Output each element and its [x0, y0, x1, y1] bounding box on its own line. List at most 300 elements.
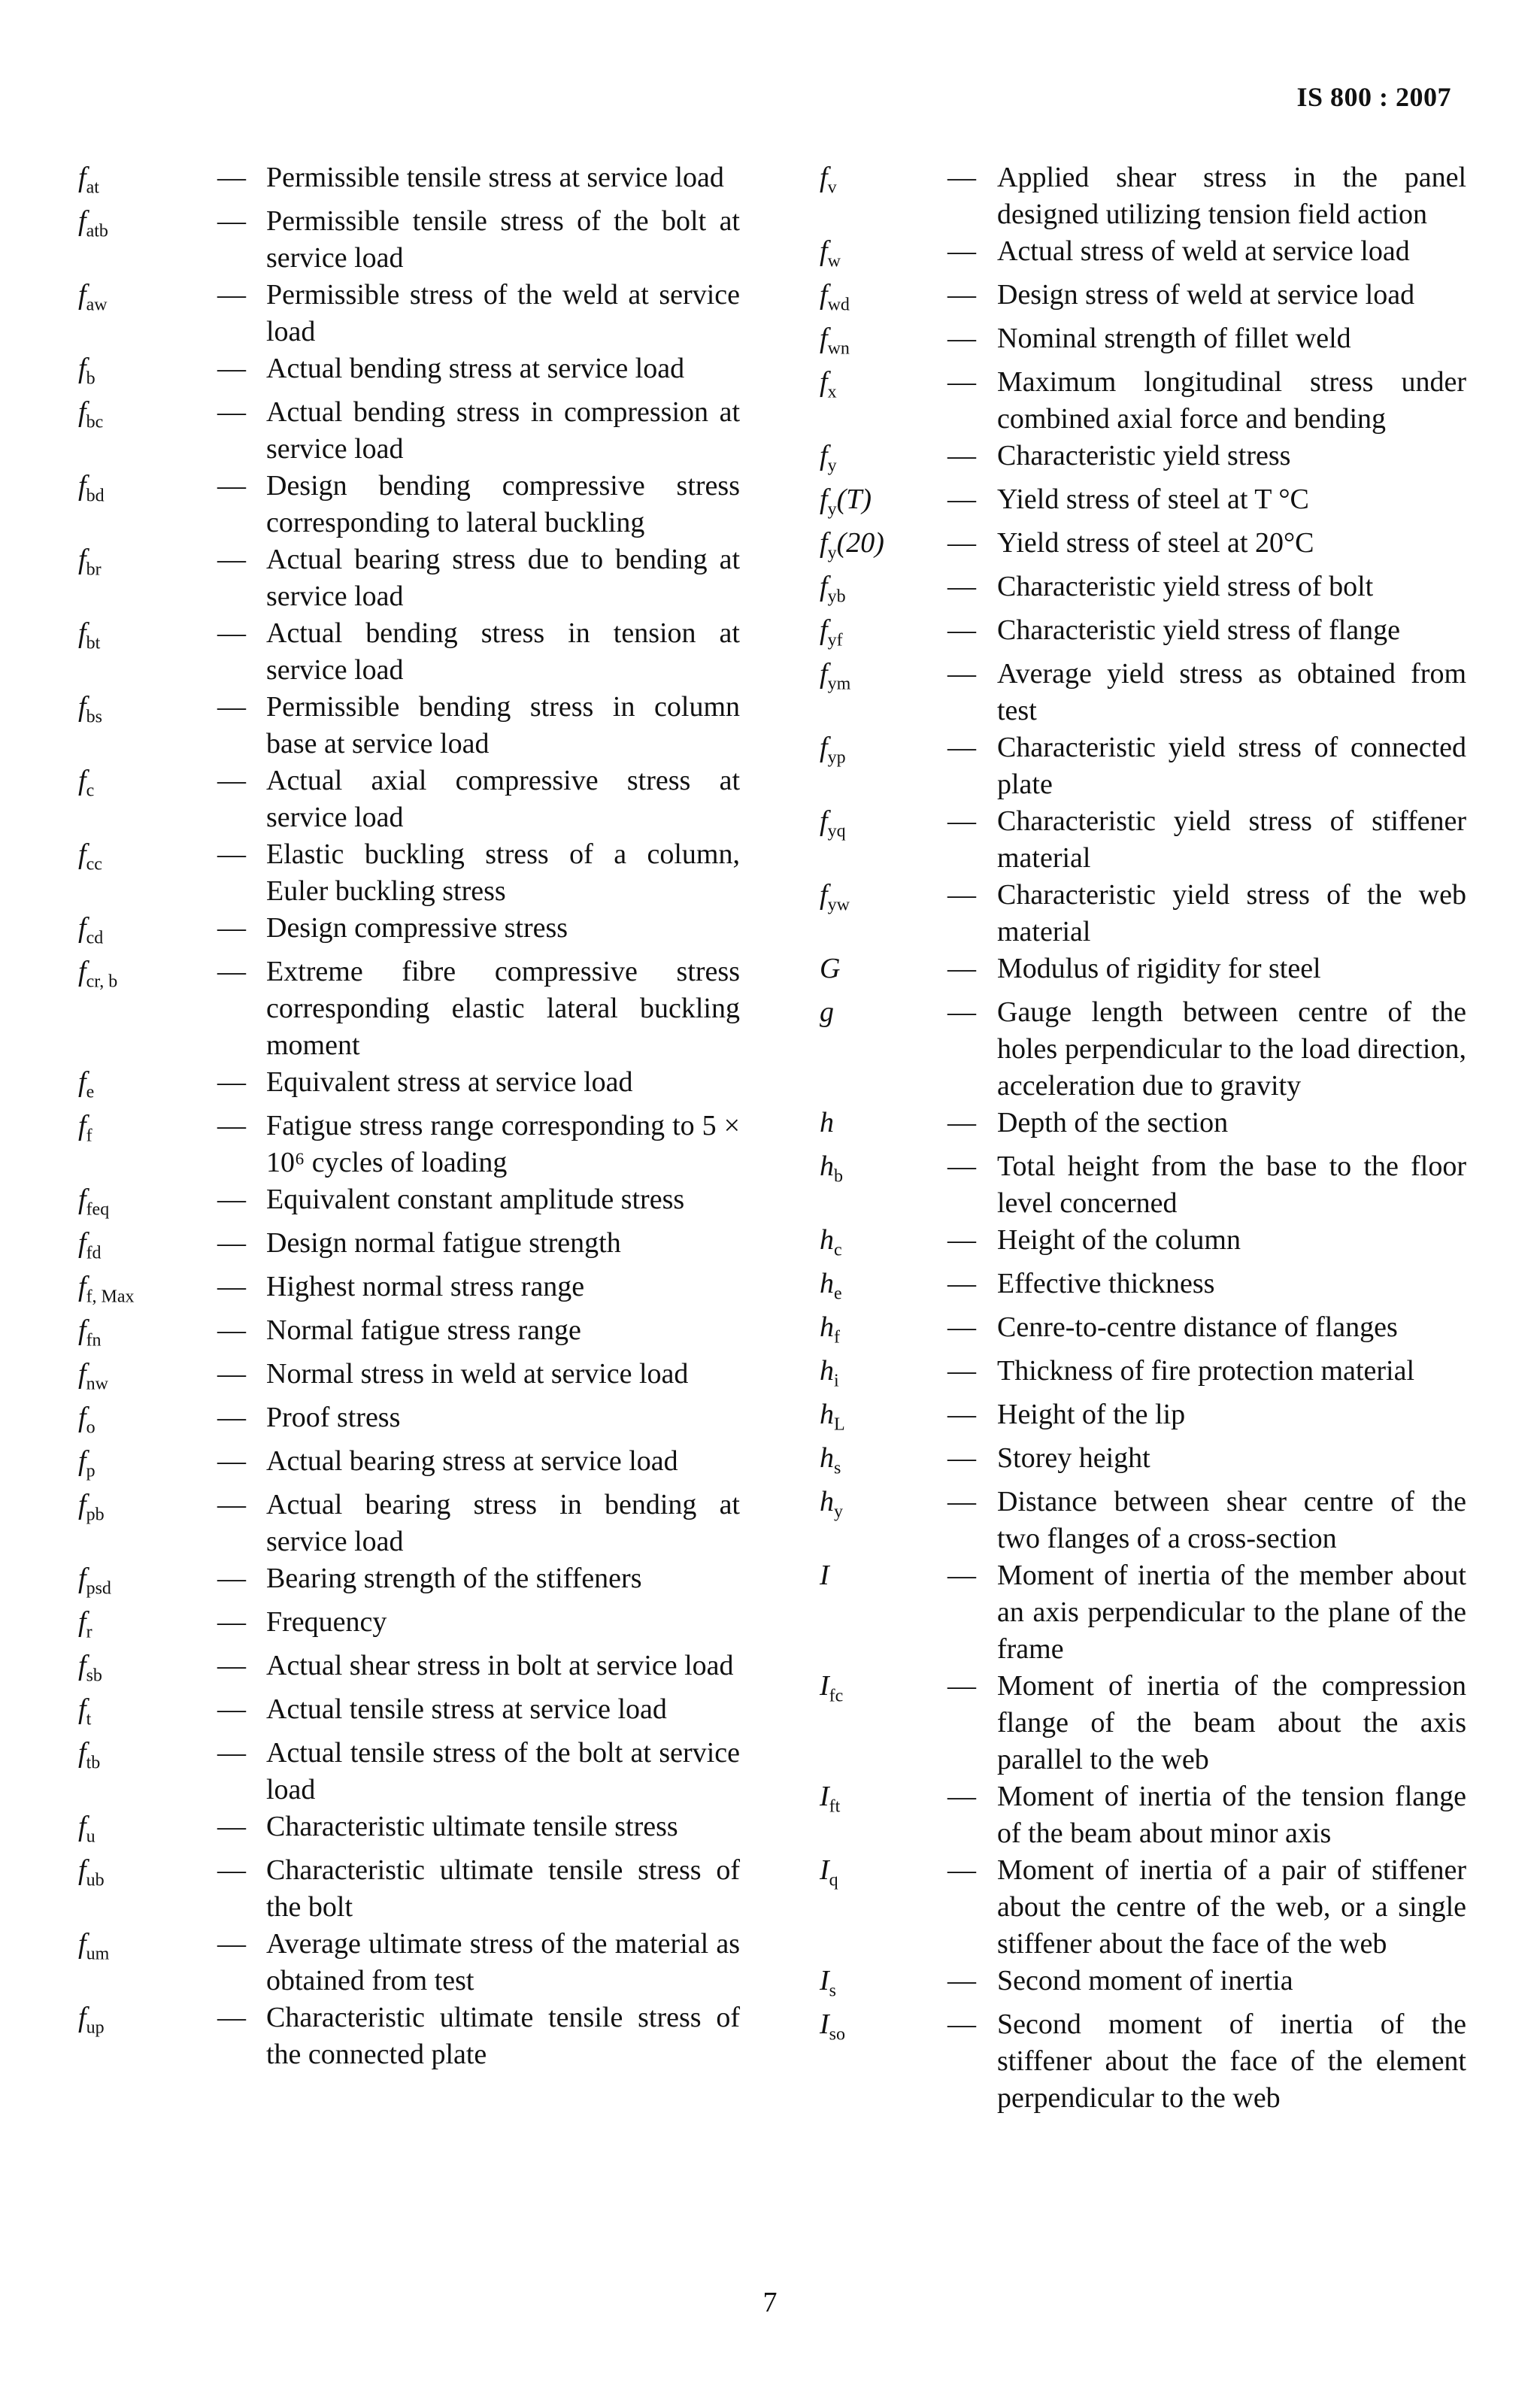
symbol-entry	[78, 277, 740, 350]
em-dash-separator: —	[217, 1563, 246, 1594]
symbol-entry	[78, 350, 740, 394]
symbol-description: Elastic buckling stress of a column, Euler buckling stress	[266, 838, 740, 907]
em-dash-separator: —	[217, 1693, 246, 1725]
em-dash-separator: —	[217, 1314, 246, 1346]
symbol-description: Effective thickness	[997, 1268, 1215, 1299]
symbol-base: f	[78, 470, 86, 502]
symbol-base: g	[820, 996, 834, 1028]
symbol-suffix: (T)	[836, 484, 872, 515]
symbol-entry	[820, 1396, 1466, 1440]
symbol-base: I	[820, 1560, 829, 1591]
symbol	[78, 953, 117, 1000]
symbol-subscript: s	[829, 1981, 836, 2001]
em-dash-separator: —	[947, 323, 976, 354]
symbol	[78, 1926, 109, 1972]
symbol-subscript: y	[834, 1502, 843, 1522]
symbol-description: Proof stress	[266, 1402, 401, 1433]
symbol-description: Equivalent constant amplitude stress	[266, 1184, 685, 1215]
symbol-base: h	[820, 1224, 834, 1256]
symbol-subscript: so	[829, 2024, 845, 2045]
symbol-description: Maximum longitudinal stress under combined axial force and bending	[997, 366, 1466, 435]
symbol-description: Actual shear stress in bolt at service load	[266, 1650, 734, 1681]
em-dash-separator: —	[217, 691, 246, 723]
symbol-entry	[820, 729, 1466, 803]
em-dash-separator: —	[947, 996, 976, 1028]
symbol	[78, 1735, 100, 1781]
symbol	[78, 1604, 92, 1651]
symbol-description: Characteristic yield stress of connected plate	[997, 732, 1466, 800]
symbol-entry	[820, 1557, 1466, 1668]
symbol	[78, 689, 102, 735]
em-dash-separator: —	[947, 235, 976, 267]
em-dash-separator: —	[947, 279, 976, 311]
symbol-entry	[78, 1560, 740, 1604]
symbol-entry	[78, 1064, 740, 1108]
em-dash-separator: —	[947, 614, 976, 646]
symbol-entry	[78, 689, 740, 762]
symbol-base: f	[820, 571, 828, 602]
symbol-subscript: cc	[86, 854, 102, 875]
symbol-entry	[78, 1808, 740, 1852]
symbol	[820, 803, 846, 850]
symbol	[78, 1691, 91, 1738]
em-dash-separator: —	[217, 617, 246, 649]
symbol-base: f	[78, 1650, 86, 1681]
em-dash-separator: —	[217, 1066, 246, 1098]
symbol-description: Actual bearing stress in bending at service load	[266, 1489, 740, 1557]
symbol-subscript: at	[86, 177, 99, 198]
symbol-entry	[820, 994, 1466, 1105]
symbol-description: Yield stress of steel at T °C	[997, 484, 1309, 515]
symbol-base: f	[78, 617, 86, 649]
symbol-base: f	[78, 205, 86, 237]
symbol-entry	[820, 1484, 1466, 1557]
symbol	[78, 836, 102, 883]
symbol	[820, 1484, 843, 1530]
symbol-base: f	[78, 1693, 86, 1725]
symbol-base: f	[820, 614, 828, 646]
symbol	[78, 762, 94, 809]
symbol-base: f	[78, 1402, 86, 1433]
symbol-base: f	[78, 1489, 86, 1520]
symbol-description: Second moment of inertia	[997, 1965, 1293, 1996]
em-dash-separator: —	[947, 1486, 976, 1517]
symbol-description: Moment of inertia of the member about an axis perpendicular to the plane of the frame	[997, 1560, 1466, 1665]
symbol-base: f	[820, 484, 828, 515]
symbol-entry	[820, 1105, 1466, 1148]
symbol-subscript: pb	[86, 1505, 105, 1525]
symbol-subscript: cr, b	[86, 972, 118, 992]
symbol-description: Permissible stress of the weld at service load	[266, 279, 740, 347]
symbol-base: f	[78, 956, 86, 987]
symbol-entry	[820, 525, 1466, 568]
symbol-subscript: fd	[86, 1243, 102, 1263]
symbol-entry	[820, 1222, 1466, 1266]
symbol-subscript: yq	[827, 821, 846, 841]
symbol-subscript: y	[827, 456, 837, 476]
page-number: 7	[762, 2287, 778, 2318]
symbol	[820, 233, 841, 280]
left-symbol-column	[78, 159, 740, 2073]
symbol-description: Permissible bending stress in column base at service load	[266, 691, 740, 759]
em-dash-separator: —	[947, 1224, 976, 1256]
symbol-base: h	[820, 1107, 834, 1138]
symbol-subscript: atb	[86, 221, 108, 241]
symbol-subscript: bd	[86, 486, 105, 506]
symbol-entry	[78, 910, 740, 953]
symbol-entry	[820, 1668, 1466, 1778]
symbol-description: Actual tensile stress at service load	[266, 1693, 667, 1725]
symbol	[820, 1353, 839, 1399]
symbol-description: Permissible tensile stress at service load	[266, 162, 724, 193]
symbol-description: Frequency	[266, 1606, 387, 1638]
symbol-description: Moment of inertia of the compression flange of the beam about the axis parallel to the web	[997, 1670, 1466, 1775]
em-dash-separator: —	[217, 838, 246, 870]
symbol-description: Nominal strength of fillet weld	[997, 323, 1351, 354]
symbol-base: f	[820, 440, 828, 471]
symbol-description: Bearing strength of the stiffeners	[266, 1563, 642, 1594]
symbol-subscript: up	[86, 2018, 105, 2038]
symbol	[820, 950, 840, 987]
symbol-suffix: (20)	[836, 527, 884, 559]
symbol-base: h	[820, 1442, 834, 1474]
symbol	[78, 1852, 105, 1899]
symbol-base: f	[820, 162, 828, 193]
symbol-base: h	[820, 1151, 834, 1182]
symbol	[78, 1443, 95, 1490]
symbol	[820, 729, 846, 776]
symbol	[820, 159, 837, 206]
symbol	[78, 394, 103, 441]
symbol-entry	[820, 320, 1466, 364]
symbol	[78, 1808, 95, 1855]
symbol-subscript: bt	[86, 633, 101, 653]
symbol-subscript: u	[86, 1827, 95, 1847]
symbol-subscript: wd	[827, 295, 850, 315]
symbol	[78, 1312, 102, 1359]
symbol-base: h	[820, 1355, 834, 1387]
symbol	[820, 2006, 845, 2053]
symbol-base: I	[820, 1854, 829, 1886]
symbol-subscript: c	[86, 781, 95, 801]
symbol-subscript: c	[834, 1240, 842, 1260]
symbol-base: f	[820, 879, 828, 911]
em-dash-separator: —	[947, 366, 976, 398]
em-dash-separator: —	[947, 1670, 976, 1702]
symbol	[78, 203, 108, 250]
symbol-description: Normal stress in weld at service load	[266, 1358, 689, 1390]
symbol-description: Actual bearing stress due to bending at service load	[266, 544, 740, 612]
symbol-base: f	[820, 366, 828, 398]
em-dash-separator: —	[947, 527, 976, 559]
symbol-entry	[820, 1148, 1466, 1222]
em-dash-separator: —	[217, 1227, 246, 1259]
symbol-description: Applied shear stress in the panel designed utilizing tension field action	[997, 162, 1466, 230]
em-dash-separator: —	[947, 732, 976, 763]
em-dash-separator: —	[947, 1151, 976, 1182]
symbol-base: f	[78, 1563, 86, 1594]
symbol-base: f	[78, 1184, 86, 1215]
symbol-description: Design normal fatigue strength	[266, 1227, 621, 1259]
em-dash-separator: —	[947, 1854, 976, 1886]
symbol-base: f	[820, 805, 828, 837]
symbol	[820, 525, 884, 571]
symbol-base: f	[78, 912, 86, 944]
symbol-description: Highest normal stress range	[266, 1271, 585, 1302]
symbol-subscript: f, Max	[86, 1287, 135, 1307]
symbol-entry	[820, 1963, 1466, 2006]
symbol-base: f	[78, 162, 86, 193]
symbol	[820, 1105, 834, 1141]
symbol-entry	[820, 1353, 1466, 1396]
symbol	[78, 1108, 92, 1154]
symbol-base: f	[78, 2002, 86, 2033]
symbol-subscript: o	[86, 1417, 95, 1438]
symbol-entry	[78, 394, 740, 468]
symbol	[78, 1648, 102, 1694]
symbol-entry	[820, 1266, 1466, 1309]
em-dash-separator: —	[947, 571, 976, 602]
symbol-entry	[820, 1778, 1466, 1852]
symbol-subscript: fn	[86, 1330, 102, 1351]
em-dash-separator: —	[947, 879, 976, 911]
symbol-subscript: wn	[827, 338, 850, 359]
symbol-base: f	[78, 1445, 86, 1477]
symbol-description: Characteristic ultimate tensile stress of the connected plate	[266, 2002, 740, 2070]
symbol-subscript: s	[834, 1458, 841, 1478]
symbol-subscript: yf	[827, 630, 843, 650]
symbol	[78, 277, 108, 323]
symbol	[820, 1668, 843, 1714]
em-dash-separator: —	[217, 1650, 246, 1681]
symbol-entry	[78, 1604, 740, 1648]
symbol-description: Height of the lip	[997, 1399, 1186, 1430]
symbol-subscript: tb	[86, 1753, 101, 1773]
symbol-description: Depth of the section	[997, 1107, 1229, 1138]
symbol-subscript: y	[827, 499, 837, 520]
symbol-entry	[78, 203, 740, 277]
em-dash-separator: —	[217, 279, 246, 311]
symbol-base: h	[820, 1311, 834, 1343]
em-dash-separator: —	[947, 658, 976, 690]
symbol	[820, 1148, 843, 1195]
em-dash-separator: —	[217, 1606, 246, 1638]
symbol-entry	[820, 2006, 1466, 2117]
symbol-base: f	[78, 1928, 86, 1960]
em-dash-separator: —	[947, 1399, 976, 1430]
symbol-subscript: yw	[827, 895, 850, 915]
em-dash-separator: —	[217, 1737, 246, 1769]
symbol-base: h	[820, 1268, 834, 1299]
symbol-base: f	[78, 1227, 86, 1259]
symbol-description: Characteristic yield stress of the web material	[997, 879, 1466, 947]
symbol-subscript: e	[834, 1284, 842, 1304]
symbol-entry	[78, 1852, 740, 1926]
em-dash-separator: —	[217, 2002, 246, 2033]
symbol-base: f	[820, 527, 828, 559]
symbol-entry	[78, 953, 740, 1064]
symbol-description: Design compressive stress	[266, 912, 568, 944]
em-dash-separator: —	[947, 1965, 976, 1996]
symbol-description: Characteristic ultimate tensile stress of the bolt	[266, 1854, 740, 1923]
symbol-description: Actual bearing stress at service load	[266, 1445, 678, 1477]
em-dash-separator: —	[217, 396, 246, 428]
symbol-subscript: aw	[86, 295, 108, 315]
symbol-base: f	[78, 691, 86, 723]
symbol-entry	[78, 1399, 740, 1443]
symbol-subscript: ft	[829, 1796, 841, 1817]
symbol-entry	[820, 1309, 1466, 1353]
symbol-subscript: cd	[86, 928, 104, 948]
symbol-description: Cenre-to-centre distance of flanges	[997, 1311, 1398, 1343]
symbol	[78, 1487, 105, 1533]
symbol	[820, 612, 843, 659]
symbol-subscript: x	[827, 382, 837, 402]
symbol	[78, 1399, 95, 1446]
symbol-description: Actual axial compressive stress at service load	[266, 765, 740, 833]
symbol-subscript: y	[827, 543, 837, 563]
symbol	[78, 1064, 94, 1111]
symbol-entry	[820, 438, 1466, 481]
em-dash-separator: —	[947, 1442, 976, 1474]
symbol	[820, 568, 846, 615]
symbol-subscript: i	[834, 1371, 839, 1391]
em-dash-separator: —	[947, 1107, 976, 1138]
symbol-entry	[78, 1691, 740, 1735]
symbol-entry	[78, 836, 740, 910]
em-dash-separator: —	[947, 162, 976, 193]
em-dash-separator: —	[217, 1928, 246, 1960]
symbol-description: Characteristic ultimate tensile stress	[266, 1811, 678, 1842]
symbol-subscript: e	[86, 1082, 95, 1102]
symbol-description: Total height from the base to the floor level concerned	[997, 1151, 1466, 1219]
symbol-entry	[78, 1269, 740, 1312]
em-dash-separator: —	[217, 912, 246, 944]
symbol-description: Average ultimate stress of the material as obtained from test	[266, 1928, 740, 1996]
symbol	[820, 877, 850, 923]
em-dash-separator: —	[217, 353, 246, 384]
symbol	[820, 1778, 840, 1825]
symbol-base: f	[78, 1606, 86, 1638]
symbol-entry	[78, 615, 740, 689]
symbol-entry	[820, 481, 1466, 525]
right-symbol-column	[820, 159, 1466, 2117]
symbol	[78, 350, 95, 397]
symbol-entry	[78, 468, 740, 541]
symbol-base: f	[78, 1314, 86, 1346]
symbol-subscript: b	[834, 1166, 843, 1187]
symbol	[78, 468, 105, 514]
symbol-description: Height of the column	[997, 1224, 1241, 1256]
symbol-subscript: psd	[86, 1578, 111, 1599]
symbol-subscript: ym	[827, 674, 851, 694]
symbol-description: Storey height	[997, 1442, 1150, 1474]
symbol-base: f	[78, 1358, 86, 1390]
symbol-description: Design bending compressive stress corresponding to lateral buckling	[266, 470, 740, 538]
symbol-entry	[820, 1852, 1466, 1963]
em-dash-separator: —	[947, 1355, 976, 1387]
symbol-entry	[820, 568, 1466, 612]
em-dash-separator: —	[947, 1560, 976, 1591]
symbol-entry	[820, 159, 1466, 233]
symbol-entry	[820, 656, 1466, 729]
em-dash-separator: —	[217, 205, 246, 237]
em-dash-separator: —	[217, 1811, 246, 1842]
symbol-entry	[820, 612, 1466, 656]
symbol-base: f	[820, 658, 828, 690]
symbol	[78, 541, 102, 588]
em-dash-separator: —	[217, 765, 246, 796]
symbol	[78, 159, 99, 206]
symbol-description: Equivalent stress at service load	[266, 1066, 633, 1098]
em-dash-separator: —	[217, 544, 246, 575]
symbol-base: I	[820, 1781, 829, 1812]
symbol	[78, 1181, 109, 1228]
symbol-entry	[820, 877, 1466, 950]
em-dash-separator: —	[217, 1184, 246, 1215]
symbol-subscript: um	[86, 1944, 110, 1964]
symbol-description: Actual bending stress in compression at service load	[266, 396, 740, 465]
symbol-base: f	[78, 1854, 86, 1886]
symbol	[820, 481, 872, 528]
symbol-base: I	[820, 1965, 829, 1996]
symbol-entry	[78, 1443, 740, 1487]
symbol-subscript: v	[827, 177, 837, 198]
symbol-subscript: t	[86, 1709, 92, 1730]
symbol-entry	[820, 277, 1466, 320]
symbol-base: f	[78, 353, 86, 384]
symbol-description: Actual stress of weld at service load	[997, 235, 1410, 267]
symbol	[820, 1309, 840, 1356]
symbol-description: Gauge length between centre of the holes perpendicular to the load direction, acceleration due to gravity	[997, 996, 1466, 1102]
symbol-description: Permissible tensile stress of the bolt at service load	[266, 205, 740, 274]
symbol-entry	[78, 541, 740, 615]
symbol-description: Yield stress of steel at 20°C	[997, 527, 1314, 559]
document-code-header: IS 800 : 2007	[1296, 82, 1451, 112]
symbol-description: Average yield stress as obtained from test	[997, 658, 1466, 726]
symbol-entry	[78, 1999, 740, 2073]
symbol-description: Fatigue stress range corresponding to 5 × 10⁶ cycles of loading	[266, 1110, 740, 1178]
em-dash-separator: —	[947, 440, 976, 471]
symbol	[820, 1852, 838, 1899]
em-dash-separator: —	[217, 1402, 246, 1433]
symbol-subscript: ub	[86, 1870, 105, 1890]
symbol	[78, 1225, 102, 1272]
symbol-entry	[78, 1735, 740, 1808]
symbol-subscript: yb	[827, 587, 846, 607]
em-dash-separator: —	[217, 1445, 246, 1477]
symbol-base: h	[820, 1486, 834, 1517]
symbol-description: Characteristic yield stress of stiffener material	[997, 805, 1466, 874]
symbol-description: Design stress of weld at service load	[997, 279, 1415, 311]
symbol-entry	[78, 1356, 740, 1399]
symbol-subscript: br	[86, 559, 102, 580]
em-dash-separator: —	[947, 1268, 976, 1299]
symbol-base: h	[820, 1399, 834, 1430]
symbol	[820, 1557, 829, 1594]
symbol-description: Characteristic yield stress of flange	[997, 614, 1401, 646]
em-dash-separator: —	[947, 805, 976, 837]
symbol-base: f	[78, 279, 86, 311]
symbol	[820, 994, 834, 1031]
symbol	[78, 1999, 105, 2046]
symbol-base: f	[78, 396, 86, 428]
symbol-subscript: f	[834, 1327, 840, 1348]
em-dash-separator: —	[217, 470, 246, 502]
symbol-subscript: feq	[86, 1199, 110, 1220]
symbol	[78, 1269, 135, 1315]
em-dash-separator: —	[217, 956, 246, 987]
